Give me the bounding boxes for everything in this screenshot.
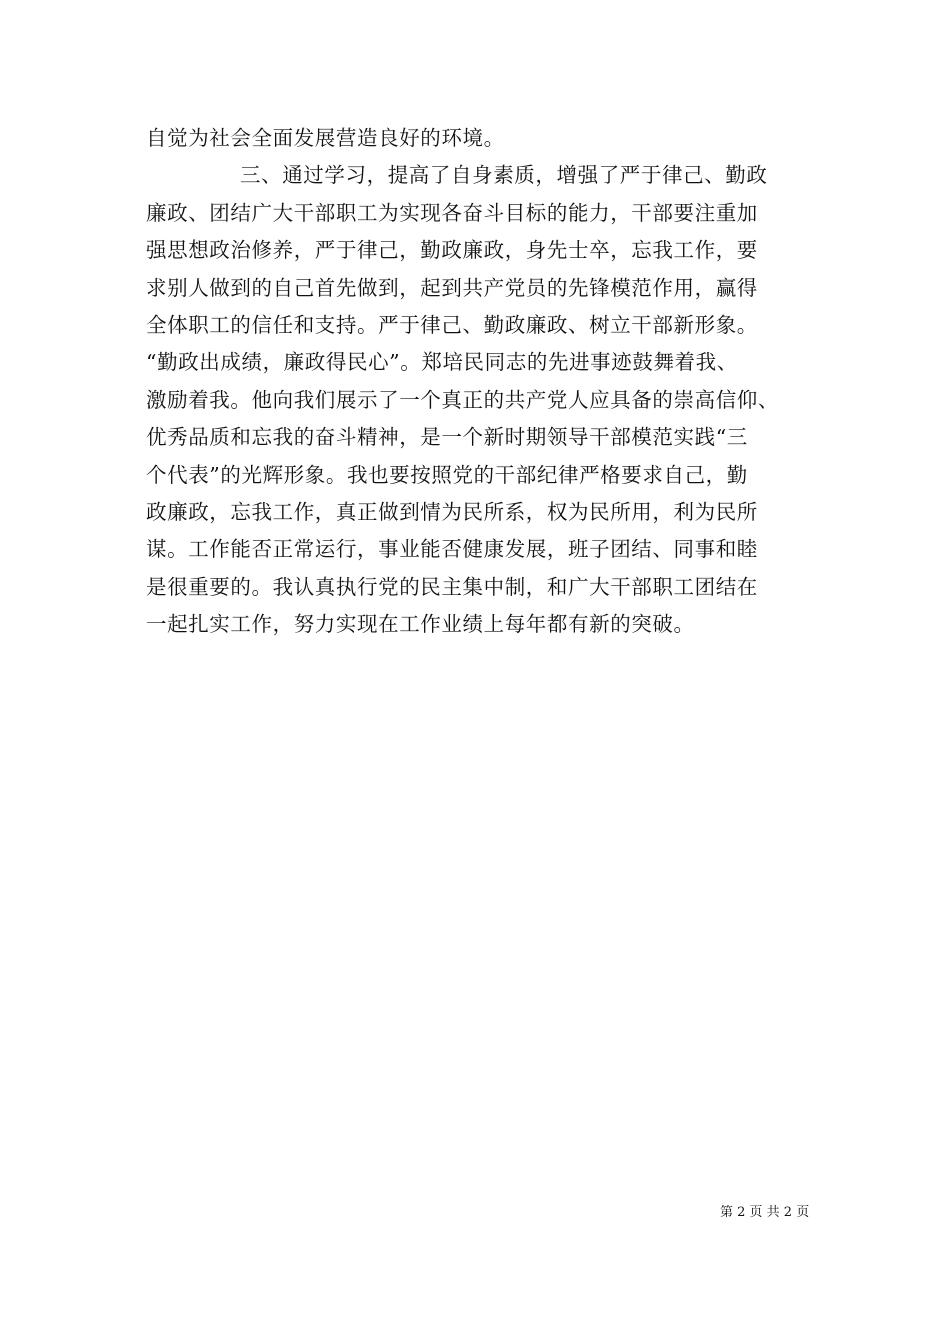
text-line: 强思想政治修养，严于律己，勤政廉政，身先士卒，忘我工作，要 <box>146 238 758 263</box>
text-line: 谋。工作能否正常运行，事业能否健康发展，班子团结、同事和睦 <box>146 537 758 562</box>
text-line: 求别人做到的自己首先做到，起到共产党员的先锋模范作用，赢得 <box>146 275 758 300</box>
text-line: “勤政出成绩，廉政得民心”。郑培民同志的先进事迹鼓舞着我、 <box>146 350 738 375</box>
body-text <box>146 120 816 643</box>
text-line: 激励着我。他向我们展示了一个真正的共产党人应具备的崇高信仰、 <box>146 387 779 412</box>
text-line: 个代表”的光辉形象。我也要按照党的干部纪律严格要求自己，勤 <box>146 462 748 487</box>
text-line: 全体职工的信任和支持。严于律己、勤政廉政、树立干部新形象。 <box>146 312 758 337</box>
page-number-footer: 第 2 页 共 2 页 <box>720 1205 810 1220</box>
text-line: 廉政、团结广大干部职工为实现各奋斗目标的能力，干部要注重加 <box>146 200 758 225</box>
text-line: 一起扎实工作，努力实现在工作业绩上每年都有新的突破。 <box>146 612 695 637</box>
text-line: 优秀品质和忘我的奋斗精神，是一个新时期领导干部模范实践“三 <box>146 425 748 450</box>
text-line: 政廉政，忘我工作，真正做到情为民所系，权为民所用，利为民所 <box>146 499 758 524</box>
text-line: 是很重要的。我认真执行党的民主集中制，和广大干部职工团结在 <box>146 574 758 599</box>
text-line: 自觉为社会全面发展营造良好的环境。 <box>146 126 505 150</box>
paragraph-start-line: 三、通过学习，提高了自身素质，增强了严于律己、勤政 <box>240 163 768 188</box>
